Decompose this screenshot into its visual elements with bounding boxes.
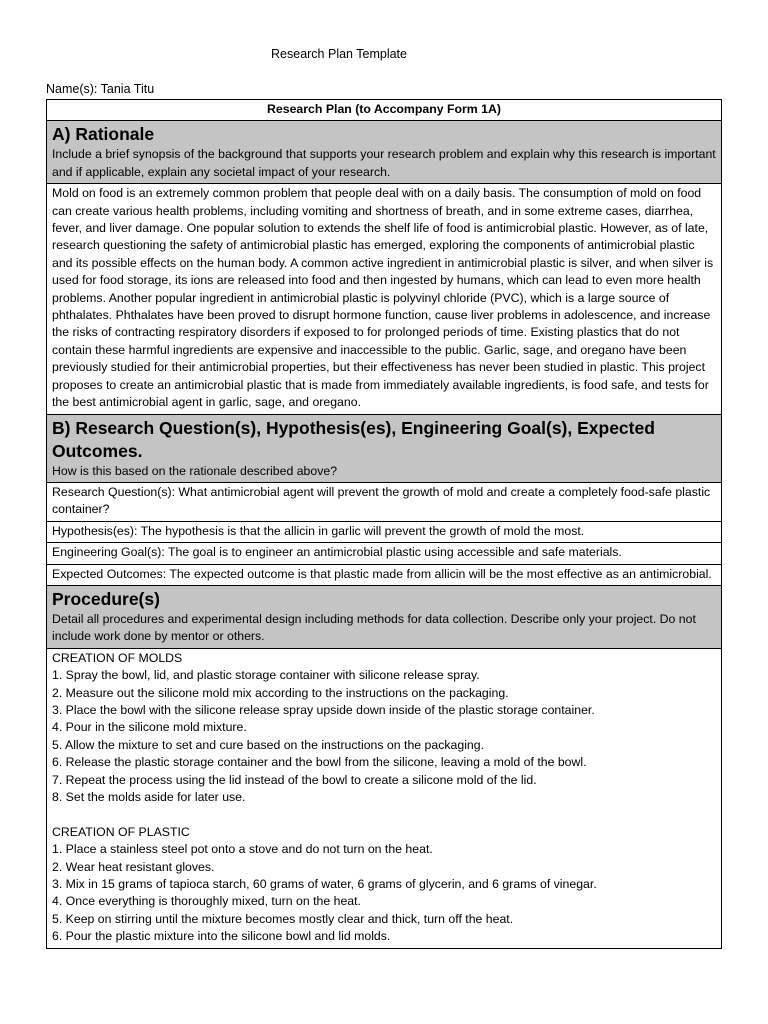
engineering-goal-cell: Engineering Goal(s): The goal is to engineer an antimicrobial plastic using accessible and safe materials. bbox=[47, 543, 722, 564]
document-header: Research Plan Template bbox=[271, 47, 407, 61]
plastic-title: CREATION OF PLASTIC bbox=[52, 824, 190, 839]
rationale-body: Mold on food is an extremely common problem that people deal with on a daily basis. The consumption of mold on food can create various health problems, including vomiting and shortness of breath, and in some extreme cases, diarrhea, fever, and liver damage. One popular solution to extends the shelf life of food is antimicrobial plastic. However, as of late, research questioning the safety of antimicrobial plastic has emerged, exploring the components of antimicrobial plastic and its possible effects on the human body. A common active ingredient in antimicrobial plastic is silver, and when silver is used for food storage, its ions are released into food and then ingested by humans, which can lead to even more health problems. Another popular ingredient in antimicrobial plastic is polyvinyl chloride (PVC), which is a large source of phthalates. Phthalates have been proved to disrupt hormone function, cause liver problems in adolescence, and increase the risks of contracting respiratory disorders if exposed to for prolonged periods of time. Existing plastics that do not contain these harmful ingredients are expensive and inaccessible to the public. Garlic, sage, and oregano have been previously studied for their antimicrobial properties, but their effectiveness has never been studied in plastic. This project proposes to create an antimicrobial plastic that is made from immediately available ingredients, is food safe, and tests for the best antimicrobial agent in garlic, sage, and oregano. bbox=[52, 186, 714, 410]
molds-step: 3. Place the bowl with the silicone release spray upside down inside of the plastic storage container. bbox=[52, 702, 595, 717]
plastic-step: 6. Pour the plastic mixture into the silicone bowl and lid molds. bbox=[52, 929, 391, 944]
procedures-header-cell bbox=[47, 585, 722, 648]
rationale-body-cell bbox=[47, 184, 722, 414]
research-heading: B) Research Question(s), Hypothesis(es), Engineering Goal(s), Expected Outcomes. bbox=[52, 417, 655, 461]
hypothesis-cell: Hypothesis(es): The hypothesis is that the allicin in garlic will prevent the growth of mold the most. bbox=[47, 521, 722, 542]
molds-step: 2. Measure out the silicone mold mix according to the instructions on the packaging. bbox=[52, 685, 509, 700]
procedures-description: Detail all procedures and experimental design including methods for data collection. Describe only your project. Do not include work done by mentor or others. bbox=[52, 611, 696, 644]
research-question-cell: Research Question(s): What antimicrobial agent will prevent the growth of mold and create a completely food-safe plastic container? bbox=[47, 482, 722, 521]
spacer bbox=[52, 806, 716, 823]
molds-step: 7. Repeat the process using the lid instead of the bowl to create a silicone mold of the lid. bbox=[52, 772, 537, 787]
table-title: Research Plan (to Accompany Form 1A) bbox=[47, 100, 722, 121]
plastic-step: 2. Wear heat resistant gloves. bbox=[52, 859, 215, 874]
plastic-step: 3. Mix in 15 grams of tapioca starch, 60 grams of water, 6 grams of glycerin, and 6 grams of vinegar. bbox=[52, 877, 597, 892]
plastic-step: 1. Place a stainless steel pot onto a stove and do not turn on the heat. bbox=[52, 842, 433, 857]
names-line: Name(s): Tania Titu bbox=[46, 82, 155, 96]
research-description: How is this based on the rationale described above? bbox=[52, 463, 338, 478]
research-plan-table bbox=[46, 99, 722, 949]
procedures-heading: Procedure(s) bbox=[52, 588, 160, 609]
expected-outcomes-cell: Expected Outcomes: The expected outcome is that plastic made from allicin will be the most effective as an antimicrobial. bbox=[47, 564, 722, 585]
rationale-description: Include a brief synopsis of the background that supports your research problem and explain why this research is important and if applicable, explain any societal impact of your research. bbox=[52, 147, 716, 179]
procedures-body-cell bbox=[47, 648, 722, 948]
research-header-cell bbox=[47, 414, 722, 482]
molds-step: 5. Allow the mixture to set and cure based on the instructions on the packaging. bbox=[52, 737, 485, 752]
molds-title: CREATION OF MOLDS bbox=[52, 650, 183, 665]
molds-step: 6. Release the plastic storage container and the bowl from the silicone, leaving a mold of the bowl. bbox=[52, 755, 587, 770]
molds-step: 4. Pour in the silicone mold mixture. bbox=[52, 720, 247, 735]
plastic-step: 5. Keep on stirring until the mixture becomes mostly clear and thick, turn off the heat. bbox=[52, 911, 514, 926]
rationale-heading: A) Rationale bbox=[52, 124, 155, 145]
molds-step: 8. Set the molds aside for later use. bbox=[52, 790, 246, 804]
plastic-step: 4. Once everything is thoroughly mixed, turn on the heat. bbox=[52, 894, 361, 909]
molds-step: 1. Spray the bowl, lid, and plastic storage container with silicone release spray. bbox=[52, 668, 480, 683]
rationale-header-cell bbox=[47, 121, 722, 184]
